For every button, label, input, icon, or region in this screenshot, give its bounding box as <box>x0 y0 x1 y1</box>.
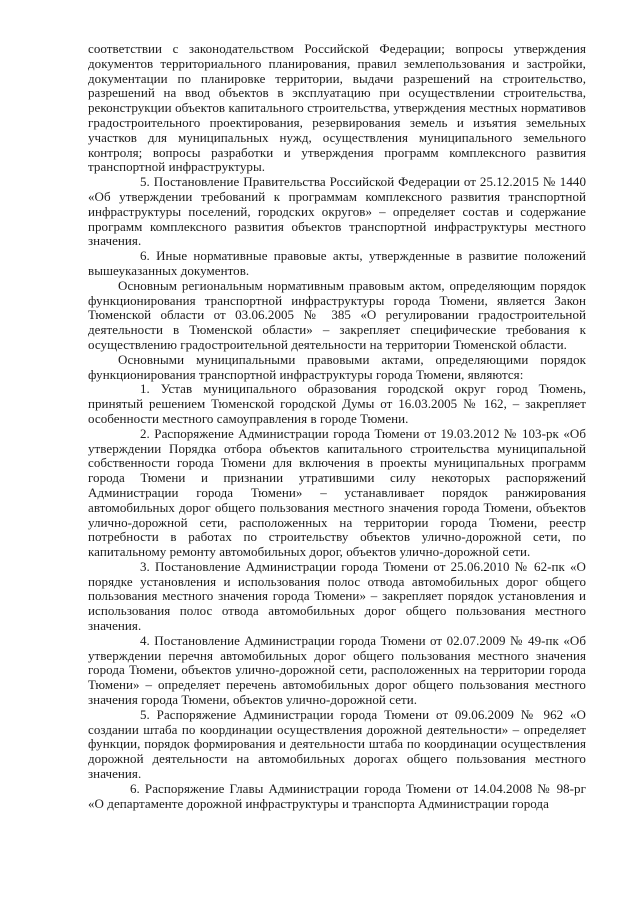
list-item-3-municipal: 3. Постановление Администрации города Тюмени от 25.06.2010 № 62-пк «О порядке установления и использования полос отвода автомобильных дорог общего пользования местного значения города Тюмени» – закрепляет порядок установления и использования полос отвода автомобильных дорог общего пользования местного значения. <box>88 558 586 634</box>
document-body <box>88 42 586 811</box>
paragraph-continuation: соответствии с законодательством Российской Федерации; вопросы утверждения документов территориального планирования, правил землепользования и застройки, документации по планировке территории, выдачи разрешений на строительство, разрешений на ввод объектов в эксплуатацию при осуществлении строительства, реконструкции объектов капитального строительства, утверждения местных нормативов градостроительного проектирования, резервирования земель и изъятия земельных участков для муниципальных нужд, осуществления муниципального земельного контроля; вопросы разработки и утверждения программ комплексного развития транспортной инфраструктуры. <box>88 41 586 175</box>
list-item-6-federal: 6. Иные нормативные правовые акты, утвержденные в развитие положений вышеуказанных документов. <box>88 248 586 278</box>
list-item-5-municipal: 5. Распоряжение Администрации города Тюмени от 09.06.2009 № 962 «О создании штаба по координации осуществления дорожной деятельности» – определяет функции, порядок формирования и деятельности штаба по координации осуществления дорожной деятельности на автомобильных дорогах общего пользования местного значения. <box>88 706 586 782</box>
list-item-4-municipal: 4. Постановление Администрации города Тюмени от 02.07.2009 № 49-пк «Об утверждении перечня автомобильных дорог общего пользования местного значения города Тюмени, объектов улично-дорожной сети, расположенных на территории города Тюмени» – определяет перечень автомобильных дорог общего пользования местного значения города Тюмени, объектов улично-дорожной сети. <box>88 632 586 708</box>
list-item-6-municipal: 6. Распоряжение Главы Администрации города Тюмени от 14.04.2008 № 98-рг «О департаменте дорожной инфраструктуры и транспорта Администрации города <box>88 780 586 811</box>
paragraph-municipal-acts-intro: Основными муниципальными правовыми актами, определяющими порядок функционирования транспортной инфраструктуры города Тюмени, являются: <box>88 351 586 382</box>
list-item-5-federal: 5. Постановление Правительства Российской Федерации от 25.12.2015 № 1440 «Об утверждении требований к программам комплексного развития транспортной инфраструктуры поселений, городских округов» – определяет состав и содержание программ комплексного развития объектов транспортной инфраструктуры местного значения. <box>88 174 586 249</box>
list-item-2-municipal: 2. Распоряжение Администрации города Тюмени от 19.03.2012 № 103-рк «Об утверждении Порядка отбора объектов капитального строительства муниципальной собственности города Тюмени для включения в проекты муниципальных программ города Тюмени и признании утратившими силу некоторых распоряжений Администрации города Тюмени» – устанавливает порядок ранжирования автомобильных дорог общего пользования местного значения города Тюмени, объектов улично-дорожной сети, расположенных на территории города Тюмени, реестр потребности в работах по строительству объектов улично-дорожной сети, по капитальному ремонту автомобильных дорог, объектов улично-дорожной сети. <box>88 425 586 560</box>
list-item-1-municipal: 1. Устав муниципального образования городской округ город Тюмень, принятый решением Тюменской городской Думы от 16.03.2005 № 162, – закрепляет особенности местного самоуправления в городе Тюмени. <box>88 381 586 426</box>
paragraph-regional-act: Основным региональным нормативным правовым актом, определяющим порядок функционирования транспортной инфраструктуры города Тюмени, является Закон Тюменской области от 03.06.2005 № 385 «О регулировании градостроительной деятельности в Тюменской области» – закрепляет специфические требования к осуществлению градостроительной деятельности на территории Тюменской области. <box>88 277 586 352</box>
